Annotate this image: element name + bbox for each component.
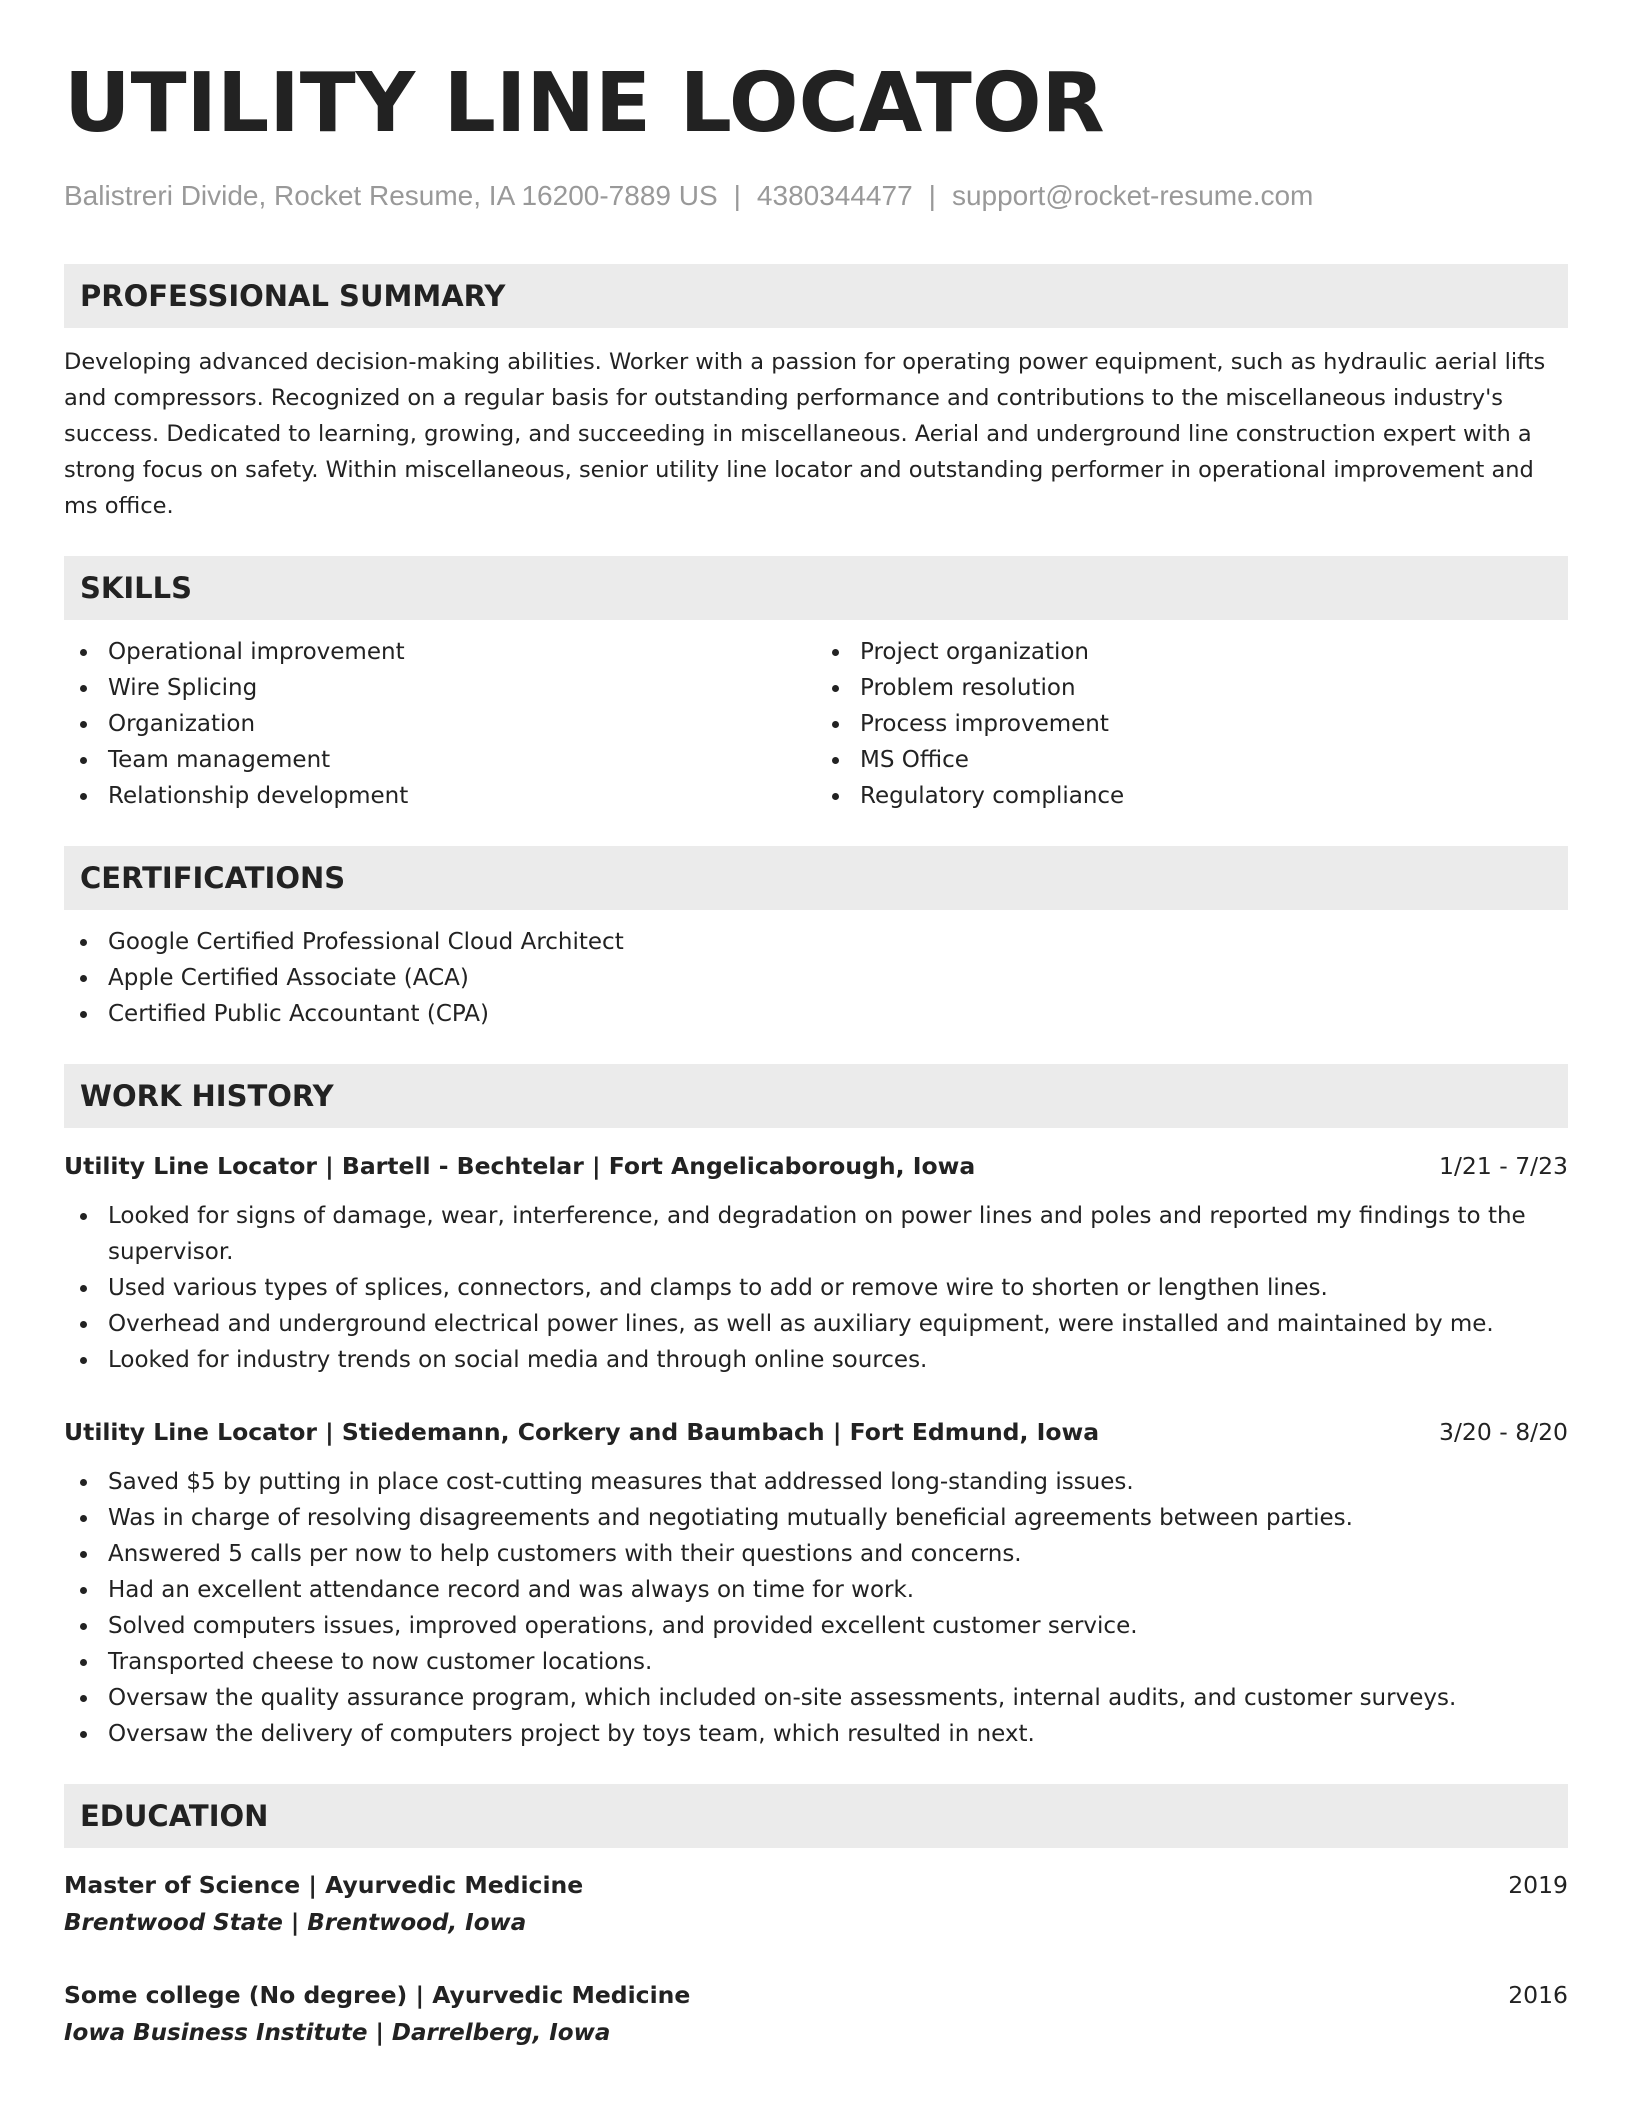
job-header	[64, 1414, 1568, 1450]
skills-section-header	[64, 556, 1568, 620]
education-year: 2016	[1508, 1981, 1568, 2009]
job-dates: 1/21 - 7/23	[1439, 1152, 1568, 1180]
job-entry	[64, 1414, 1568, 1752]
skill-item: Relationship development	[64, 778, 816, 814]
job-entry	[64, 1148, 1568, 1378]
contact-phone: 4380344477	[756, 180, 913, 211]
contact-separator: |	[733, 180, 741, 211]
job-bullet: Looked for industry trends on social media and through online sources.	[64, 1342, 1568, 1378]
skill-item: Process improvement	[816, 706, 1568, 742]
job-bullets	[64, 1464, 1568, 1752]
job-bullet: Oversaw the quality assurance program, which included on-site assessments, internal audits, and customer surveys.	[64, 1680, 1568, 1716]
job-bullet: Transported cheese to now customer locations.	[64, 1644, 1568, 1680]
contact-email: support@rocket-resume.com	[951, 180, 1314, 211]
certification-item: Google Certified Professional Cloud Architect	[64, 924, 1568, 960]
education-header	[64, 1976, 1568, 2014]
job-bullet: Oversaw the delivery of computers project by toys team, which resulted in next.	[64, 1716, 1568, 1752]
work-heading: WORK HISTORY	[80, 1079, 334, 1113]
education-header	[64, 1866, 1568, 1904]
job-bullet: Was in charge of resolving disagreements and negotiating mutually beneficial agreements between parties.	[64, 1500, 1568, 1536]
job-bullet: Answered 5 calls per now to help customers with their questions and concerns.	[64, 1536, 1568, 1572]
contact-address: Balistreri Divide, Rocket Resume, IA 16200-7889 US	[64, 180, 718, 211]
certification-item: Apple Certified Associate (ACA)	[64, 960, 1568, 996]
job-bullet: Saved $5 by putting in place cost-cutting measures that addressed long-standing issues.	[64, 1464, 1568, 1500]
skill-item: Project organization	[816, 634, 1568, 670]
skills-list-right	[816, 634, 1568, 814]
skill-item: Organization	[64, 706, 816, 742]
job-bullet: Solved computers issues, improved operations, and provided excellent customer service.	[64, 1608, 1568, 1644]
education-year: 2019	[1508, 1871, 1568, 1899]
job-title: Utility Line Locator | Stiedemann, Corkery and Baumbach | Fort Edmund, Iowa	[64, 1418, 1100, 1446]
certifications-heading: CERTIFICATIONS	[80, 861, 346, 895]
education-heading: EDUCATION	[80, 1799, 269, 1833]
skill-item: Team management	[64, 742, 816, 778]
work-section-header	[64, 1064, 1568, 1128]
certifications-section-header	[64, 846, 1568, 910]
job-header	[64, 1148, 1568, 1184]
job-dates: 3/20 - 8/20	[1439, 1418, 1568, 1446]
job-bullets	[64, 1198, 1568, 1378]
skill-item: Regulatory compliance	[816, 778, 1568, 814]
certifications-list	[64, 924, 1568, 1032]
skill-item: MS Office	[816, 742, 1568, 778]
education-entry	[64, 1976, 1568, 2052]
resume-name: UTILITY LINE LOCATOR	[64, 56, 1105, 151]
education-entry	[64, 1866, 1568, 1942]
skills-list-left	[64, 634, 816, 814]
job-bullet: Had an excellent attendance record and was always on time for work.	[64, 1572, 1568, 1608]
education-degree: Some college (No degree) | Ayurvedic Medicine	[64, 1981, 691, 2009]
summary-section-header	[64, 264, 1568, 328]
skill-item: Operational improvement	[64, 634, 816, 670]
skills-grid	[64, 634, 1568, 814]
skill-item: Problem resolution	[816, 670, 1568, 706]
contact-separator: |	[928, 180, 936, 211]
education-section-header	[64, 1784, 1568, 1848]
job-bullet: Looked for signs of damage, wear, interference, and degradation on power lines and poles and reported my findings to the supervisor.	[64, 1198, 1568, 1270]
job-title: Utility Line Locator | Bartell - Bechtelar | Fort Angelicaborough, Iowa	[64, 1152, 976, 1180]
summary-heading: PROFESSIONAL SUMMARY	[80, 279, 506, 313]
job-bullet: Used various types of splices, connectors, and clamps to add or remove wire to shorten or lengthen lines.	[64, 1270, 1568, 1306]
education-school: Iowa Business Institute | Darrelberg, Iowa	[64, 2020, 611, 2046]
skills-heading: SKILLS	[80, 571, 192, 605]
summary-text: Developing advanced decision-making abilities. Worker with a passion for operating power equipment, such as hydraulic aerial lifts and compressors. Recognized on a regular basis for outstanding performance and contributions to the miscellaneous industry's success. Dedicated to learning, growing, and succeeding in miscellaneous. Aerial and underground line construction expert with a strong focus on safety. Within miscellaneous, senior utility line locator and outstanding performer in operational improvement and ms office.	[64, 349, 1546, 519]
certification-item: Certified Public Accountant (CPA)	[64, 996, 1568, 1032]
education-school: Brentwood State | Brentwood, Iowa	[64, 1910, 527, 1936]
education-degree: Master of Science | Ayurvedic Medicine	[64, 1871, 584, 1899]
skill-item: Wire Splicing	[64, 670, 816, 706]
job-bullet: Overhead and underground electrical power lines, as well as auxiliary equipment, were installed and maintained by me.	[64, 1306, 1568, 1342]
contact-line	[64, 178, 1568, 214]
